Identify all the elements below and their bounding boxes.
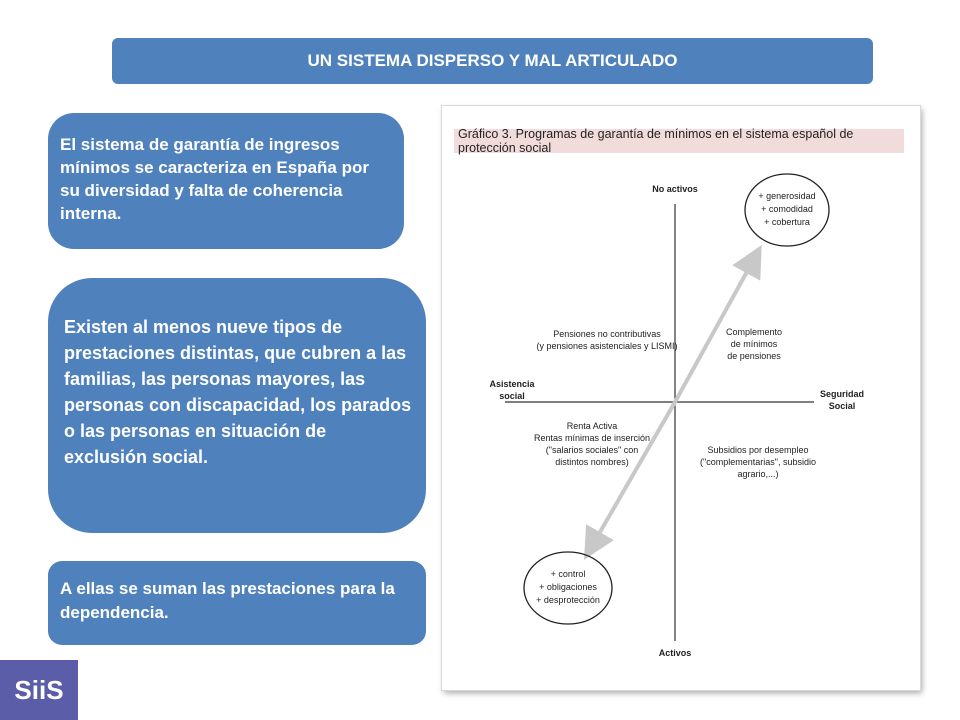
axis-label-right-2: Social [828, 401, 856, 411]
quadrant-top-right-2: de mínimos [730, 339, 778, 349]
circle-bottom-line-2: + obligaciones [539, 582, 597, 592]
diagram-caption: Gráfico 3. Programas de garantía de mínimos en el sistema español de protección social [454, 129, 904, 153]
quadrant-bottom-right-2: ("complementarias", subsidio [700, 457, 816, 467]
circle-bottom-line-1: + control [550, 569, 586, 579]
quadrant-top-left-1: Pensiones no contributivas [553, 329, 661, 339]
quadrant-diagram [442, 106, 920, 690]
circle-top-line-2: + comodidad [761, 204, 813, 214]
info-card-diversity: El sistema de garantía de ingresos mínimos se caracteriza en España por su diversidad y falta de coherencia interna. [48, 113, 404, 249]
axis-label-top: No activos [652, 184, 698, 194]
quadrant-bottom-left-1: Renta Activa [566, 421, 618, 431]
slide-title: UN SISTEMA DISPERSO Y MAL ARTICULADO [112, 38, 873, 84]
axis-label-right-1: Seguridad [819, 389, 864, 399]
circle-bottom-line-3: + desprotección [536, 595, 600, 605]
quadrant-bottom-left-4: distintos nombres) [555, 457, 629, 467]
axis-label-left-1: Asistencia [489, 379, 535, 389]
quadrant-top-left-2: (y pensiones asistenciales y LISMI) [536, 341, 678, 351]
quadrant-bottom-right-3: agrario,...) [737, 469, 779, 479]
circle-top-line-3: + cobertura [764, 217, 810, 227]
quadrant-bottom-left-2: Rentas mínimas de inserción [533, 433, 651, 443]
axis-label-left-2: social [499, 391, 525, 401]
siis-logo: SiiS [0, 660, 78, 720]
quadrant-bottom-left-3: ("salarios sociales" con [545, 445, 639, 455]
quadrant-bottom-right-1: Subsidios por desempleo [707, 445, 809, 455]
quadrant-top-right-1: Complemento [725, 327, 783, 337]
quadrant-top-right-3: de pensiones [727, 351, 781, 361]
info-card-dependency: A ellas se suman las prestaciones para la dependencia. [48, 561, 426, 645]
info-card-benefit-types: Existen al menos nueve tipos de prestaciones distintas, que cubren a las familias, las personas mayores, las personas con discapacidad, los parados o las personas en situación de exclusión social. [48, 278, 426, 533]
axis-label-bottom: Activos [658, 648, 692, 658]
circle-top-line-1: + generosidad [758, 191, 816, 201]
